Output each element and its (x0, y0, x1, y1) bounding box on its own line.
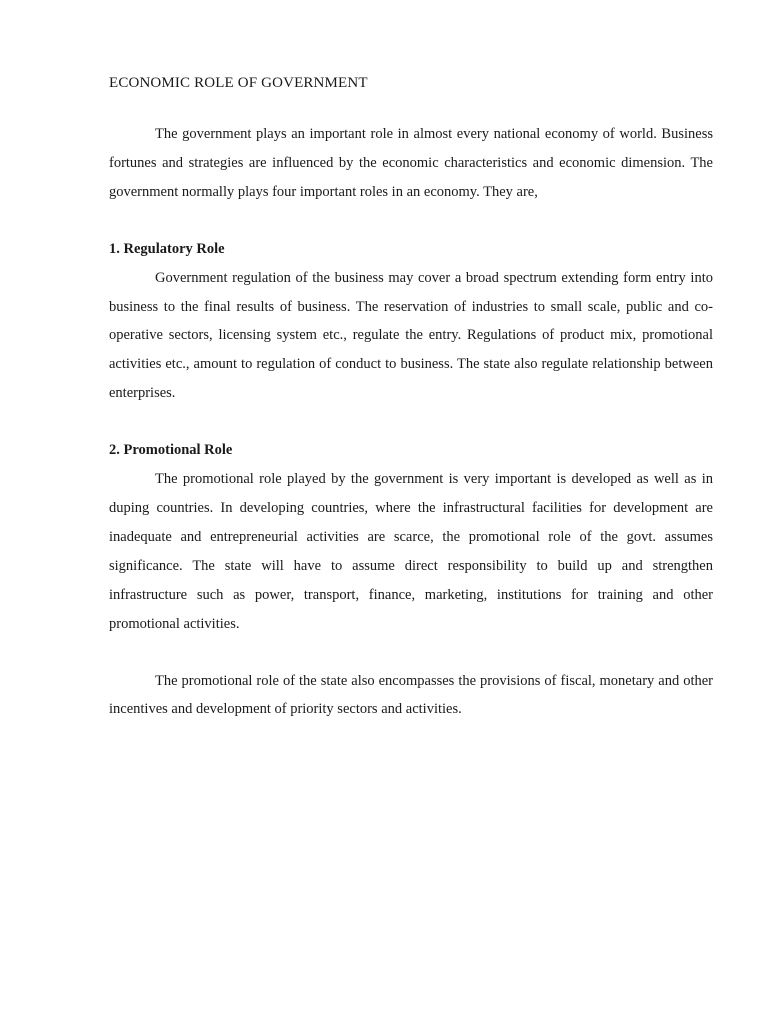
intro-paragraph: The government plays an important role in almost every national economy of world. Business fortunes and strategies are influenced by the economic characteristics and economic dimension. The government normally plays four important roles in an economy. They are, (109, 126, 713, 200)
section-paragraph: The promotional role played by the government is very important is developed as well as in duping countries. In developing countries, where the infrastructural facilities for development are inadequate and entrepreneurial activities are scarce, the promotional role of the govt. assumes significance. The state will have to assume direct responsibility to build up and strengthen infrastructure such as power, transport, finance, marketing, institutions for training and other promotional activities. (109, 471, 713, 632)
section-heading: 2. Promotional Role (109, 442, 233, 459)
section-paragraph: Government regulation of the business may cover a broad spectrum extending form entry into business to the final results of business. The reservation of industries to small scale, public and co-operative sectors, licensing system etc., regulate the entry. Regulations of product mix, promotional activities etc., amount to regulation of conduct to business. The state also regulate relationship between enterprises. (109, 269, 713, 402)
document-page (109, 72, 713, 724)
section-heading: 1. Regulatory Role (109, 240, 225, 257)
section-regulatory-role (109, 235, 713, 408)
document-title: ECONOMIC ROLE OF GOVERNMENT (109, 75, 368, 91)
spacer (109, 207, 713, 235)
spacer (109, 639, 713, 667)
section-paragraph: The promotional role of the state also encompasses the provisions of fiscal, monetary and other incentives and development of priority sectors and activities. (109, 672, 713, 718)
spacer (109, 94, 713, 120)
spacer (109, 408, 713, 436)
section-promotional-role (109, 436, 713, 724)
